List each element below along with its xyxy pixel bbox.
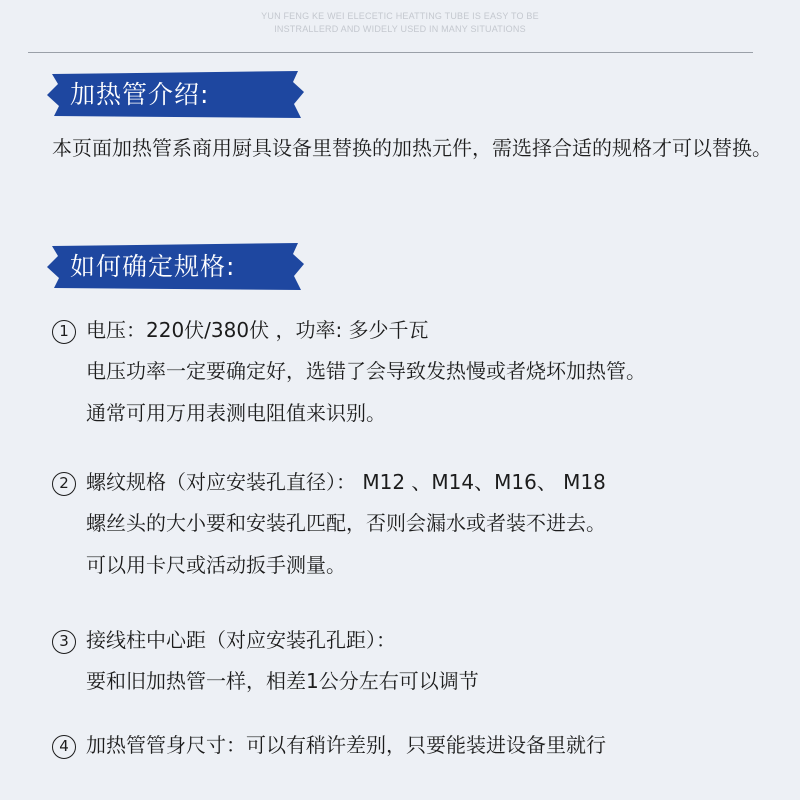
intro-title: 加热管介绍:	[70, 80, 210, 109]
spec-title: 如何确定规格:	[70, 252, 236, 281]
step-body	[52, 502, 772, 586]
step-line: 要和旧加热管一样，相差1公分左右可以调节	[86, 669, 479, 693]
step-heading: 加热管管身尺寸：可以有稍许差别，只要能装进设备里就行	[86, 733, 606, 757]
step-heading: 电压：220伏/380伏 ，功率: 多少千瓦	[86, 318, 429, 342]
step-line: 电压功率一定要确定好，选错了会导致发热慢或者烧坏加热管。	[86, 359, 646, 383]
step-head	[52, 725, 772, 765]
step-line: 可以用卡尺或活动扳手测量。	[86, 553, 346, 577]
step-line: 通常可用万用表测电阻值来识别。	[86, 401, 386, 425]
circled-number: 1	[52, 320, 76, 344]
circled-number: 3	[52, 630, 76, 654]
step-terminal-distance	[52, 620, 772, 702]
step-head	[52, 310, 772, 350]
step-head	[52, 620, 772, 660]
circled-number: 2	[52, 472, 76, 496]
tagline-line-1: YUN FENG KE WEI ELECETIC HEATTING TUBE IS EASY TO BE	[261, 11, 539, 21]
step-heading: 螺纹规格（对应安装孔直径）： M12 、M14、M16、 M18	[86, 470, 606, 494]
step-body	[52, 660, 772, 702]
circled-number: 4	[52, 735, 76, 759]
step-head	[52, 462, 772, 502]
header-divider	[28, 52, 753, 53]
step-voltage	[52, 310, 772, 434]
intro-text: 本页面加热管系商用厨具设备里替换的加热元件，需选择合适的规格才可以替换。	[52, 136, 772, 160]
tagline-line-2: INSTRALLERD AND WIDELY USED IN MANY SITUATIONS	[274, 24, 526, 34]
step-tube-size	[52, 725, 772, 765]
step-heading: 接线柱中心距（对应安装孔孔距）：	[86, 628, 396, 652]
step-thread	[52, 462, 772, 586]
step-body	[52, 350, 772, 434]
header-tagline	[0, 10, 800, 36]
step-line: 螺丝头的大小要和安装孔匹配，否则会漏水或者装不进去。	[86, 511, 606, 535]
